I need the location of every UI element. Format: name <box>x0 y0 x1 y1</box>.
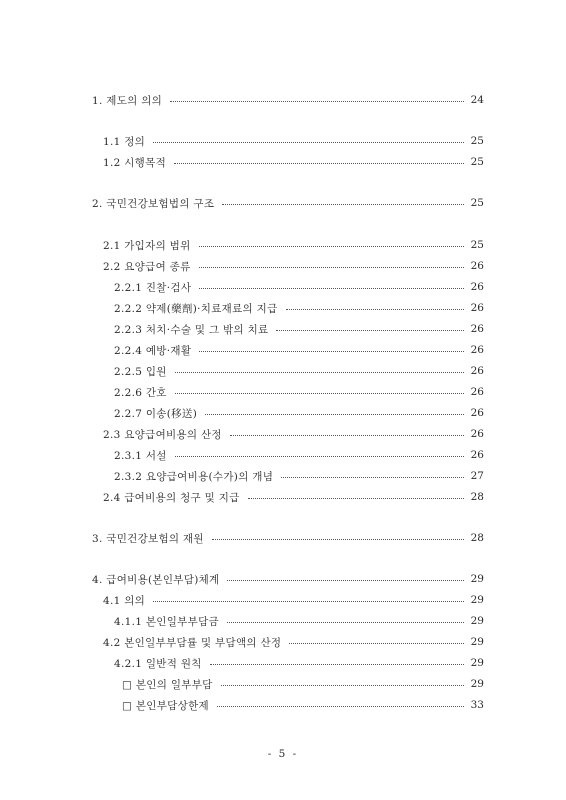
toc-leader-dots <box>153 601 464 602</box>
toc-entry-page: 29 <box>470 636 484 648</box>
toc-leader-dots <box>230 435 464 436</box>
toc-entry-2-2 <box>103 259 484 273</box>
toc-entry-page: 26 <box>470 365 484 377</box>
toc-leader-dots <box>222 204 464 205</box>
toc-entry-page: 28 <box>470 532 484 544</box>
toc-leader-dots <box>281 477 464 478</box>
toc-entry-label: 4.1.1 본인일부부담금 <box>114 615 219 628</box>
toc-entry-label: 2.2.6 간호 <box>114 386 167 399</box>
toc-leader-dots <box>217 706 464 707</box>
toc-entry-page: 26 <box>470 302 484 314</box>
toc-entry-label: 3. 국민건강보험의 재원 <box>92 532 204 545</box>
toc-entry-page: 25 <box>470 197 484 209</box>
toc-entry-2-2-4 <box>114 343 484 357</box>
page-number: - 5 - <box>267 748 299 760</box>
toc-entry-label: 1.2 시행목적 <box>103 156 167 169</box>
toc-entry-2-2-5 <box>114 364 484 378</box>
toc-entry-2-3-1 <box>114 448 484 462</box>
toc-entry-page: 24 <box>470 94 484 106</box>
toc-leader-dots <box>227 622 464 623</box>
toc-entry-label: 2.2.2 약제(藥劑)·치료재료의 지급 <box>114 302 278 315</box>
toc-entry-page: 25 <box>470 156 484 168</box>
toc-leader-dots <box>175 456 464 457</box>
toc-entry-page: 25 <box>470 239 484 251</box>
toc-leader-dots <box>175 372 464 373</box>
toc-entry-label: 2.1 가입자의 범위 <box>103 239 191 252</box>
toc-entry-page: 33 <box>470 699 484 711</box>
toc-leader-dots <box>205 414 464 415</box>
toc-entry-label: 2.3 요양급여비용의 산정 <box>103 428 222 441</box>
toc-entry-2-2-2 <box>114 301 484 315</box>
toc-entry-2-2-1 <box>114 280 484 294</box>
toc-entry-label: 4.1 의의 <box>103 594 146 607</box>
toc-entry-page: 29 <box>470 573 484 585</box>
toc-entry-label: 2.3.1 서설 <box>114 449 167 462</box>
toc-entry-label: 2.2.1 진찰·검사 <box>114 281 192 294</box>
toc-entry-page: 26 <box>470 407 484 419</box>
toc-leader-dots <box>199 288 464 289</box>
toc-entry-3 <box>92 531 484 545</box>
toc-leader-dots <box>221 685 464 686</box>
toc-entry-4-1 <box>103 593 484 607</box>
toc-leader-dots <box>199 267 464 268</box>
toc-entry-label: 1.1 정의 <box>103 135 146 148</box>
toc-entry-4 <box>92 572 484 586</box>
toc-entry-label: 2.2.4 예방·재활 <box>114 344 192 357</box>
toc-entry-page: 28 <box>470 491 484 503</box>
toc-entry-label: 4. 급여비용(본인부담)체계 <box>92 573 220 586</box>
toc-entry-page: 26 <box>470 260 484 272</box>
toc-entry-label: 2.2.5 입원 <box>114 365 167 378</box>
toc-entry-2-2-7 <box>114 406 484 420</box>
toc-entry-label: 2.4 급여비용의 청구 및 지급 <box>103 491 240 504</box>
toc-leader-dots <box>199 351 464 352</box>
toc-entry-label: 2. 국민건강보험법의 구조 <box>92 197 215 210</box>
toc-entry-label: 2.3.2 요양급여비용(수가)의 개념 <box>114 470 274 483</box>
toc-leader-dots <box>248 498 464 499</box>
toc-entry-page: 26 <box>470 386 484 398</box>
toc-entry-2-3-2 <box>114 469 484 483</box>
toc-entry-page: 29 <box>470 657 484 669</box>
toc-entry-page: 26 <box>470 344 484 356</box>
toc-entry-1 <box>92 93 484 107</box>
toc-entry-4-2-1 <box>114 656 484 670</box>
toc-leader-dots <box>210 664 464 665</box>
toc-entry-page: 25 <box>470 135 484 147</box>
toc-entry-label: 2.2.7 이송(移送) <box>114 407 198 420</box>
toc-entry-page: 29 <box>470 594 484 606</box>
toc-entry-page: 29 <box>470 615 484 627</box>
toc-entry-label: 1. 제도의 의의 <box>92 94 163 107</box>
toc-entry-label: 4.2 본인일부부담률 및 부담액의 산정 <box>103 636 282 649</box>
toc-leader-dots <box>227 580 464 581</box>
toc-entry-2 <box>92 196 484 210</box>
toc-entry-label: □ 본인의 일부부담 <box>122 678 213 691</box>
toc-leader-dots <box>174 163 464 164</box>
toc-entry-page: 29 <box>470 678 484 690</box>
toc-entry-page: 26 <box>470 428 484 440</box>
toc-leader-dots <box>170 101 464 102</box>
toc-entry-bullet-1 <box>122 677 484 691</box>
toc-entry-1-1 <box>103 134 484 148</box>
toc-leader-dots <box>289 643 464 644</box>
toc-entry-2-1 <box>103 238 484 252</box>
toc-entry-label: □ 본인부담상한제 <box>122 699 209 712</box>
toc-entry-page: 26 <box>470 281 484 293</box>
toc-leader-dots <box>199 246 464 247</box>
toc-entry-page: 26 <box>470 323 484 335</box>
toc-entry-bullet-2 <box>122 698 484 712</box>
toc-leader-dots <box>276 330 464 331</box>
toc-leader-dots <box>175 393 464 394</box>
toc-entry-2-2-6 <box>114 385 484 399</box>
toc-leader-dots <box>153 142 464 143</box>
toc-entry-2-3 <box>103 427 484 441</box>
toc-entry-4-1-1 <box>114 614 484 628</box>
toc-entry-page: 26 <box>470 449 484 461</box>
toc-entry-1-2 <box>103 155 484 169</box>
toc-entry-label: 2.2 요양급여 종류 <box>103 260 191 273</box>
toc-entry-label: 4.2.1 일반적 원칙 <box>114 657 202 670</box>
toc-entry-label: 2.2.3 처치·수술 및 그 밖의 치료 <box>114 323 269 336</box>
toc-entry-2-2-3 <box>114 322 484 336</box>
toc-leader-dots <box>286 309 464 310</box>
toc-entry-4-2 <box>103 635 484 649</box>
toc-entry-2-4 <box>103 490 484 504</box>
toc-leader-dots <box>212 539 464 540</box>
toc-entry-page: 27 <box>470 470 484 482</box>
